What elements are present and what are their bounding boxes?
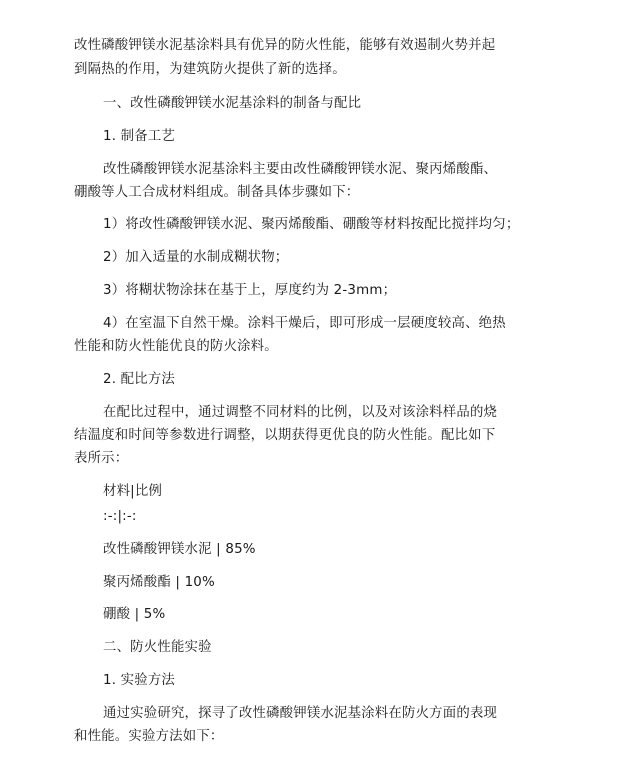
- method-intro-line-1: 通过实验研究，探寻了改性磷酸钾镁水泥基涂料在防火方面的表现: [103, 706, 498, 721]
- step-2: 2）加入适量的水制成糊状物；: [103, 250, 289, 265]
- sub3-heading: 1. 实验方法: [103, 673, 175, 688]
- section1-heading: 一、改性磷酸钾镁水泥基涂料的制备与配比: [103, 96, 362, 111]
- table-line-header: 材料|比例: [103, 484, 163, 499]
- section2-heading: 二、防火性能实验: [103, 640, 212, 655]
- step-3: 3）将糊状物涂抹在基于上，厚度约为 2-3mm；: [103, 283, 397, 298]
- sub1-heading: 1. 制备工艺: [103, 129, 175, 144]
- step-1: 1）将改性磷酸钾镁水泥、聚丙烯酸酯、硼酸等材料按配比搅拌均匀；: [103, 217, 520, 232]
- sub2-heading: 2. 配比方法: [103, 372, 175, 387]
- step-4-line-2: 性能和防火性能优良的防火涂料。: [74, 339, 278, 354]
- ratio-intro-line-2: 结温度和时间等参数进行调整，以期获得更优良的防火性能。配比如下: [74, 428, 496, 443]
- prep-intro-line-1: 改性磷酸钾镁水泥基涂料主要由改性磷酸钾镁水泥、聚丙烯酸酯、: [103, 162, 498, 177]
- ratio-intro-line-1: 在配比过程中，通过调整不同材料的比例，以及对该涂料样品的烧: [103, 405, 498, 420]
- method-intro-line-2: 和性能。实验方法如下：: [74, 729, 224, 744]
- table-line-row-1: 改性磷酸钾镁水泥 | 85%: [103, 542, 256, 557]
- step-4-line-1: 4）在室温下自然干燥。涂料干燥后，即可形成一层硬度较高、绝热: [103, 316, 506, 331]
- prep-intro-line-2: 硼酸等人工合成材料组成。制备具体步骤如下：: [74, 185, 360, 200]
- ratio-intro-line-3: 表所示：: [74, 451, 129, 466]
- intro-line-2: 到隔热的作用，为建筑防火提供了新的选择。: [74, 62, 346, 77]
- table-line-row-2: 聚丙烯酸酯 | 10%: [103, 575, 215, 590]
- intro-line-1: 改性磷酸钾镁水泥基涂料具有优异的防火性能，能够有效遏制火势并起: [74, 38, 496, 53]
- table-line-row-3: 硼酸 | 5%: [103, 607, 166, 622]
- table-line-align: :-:|:-:: [103, 509, 137, 524]
